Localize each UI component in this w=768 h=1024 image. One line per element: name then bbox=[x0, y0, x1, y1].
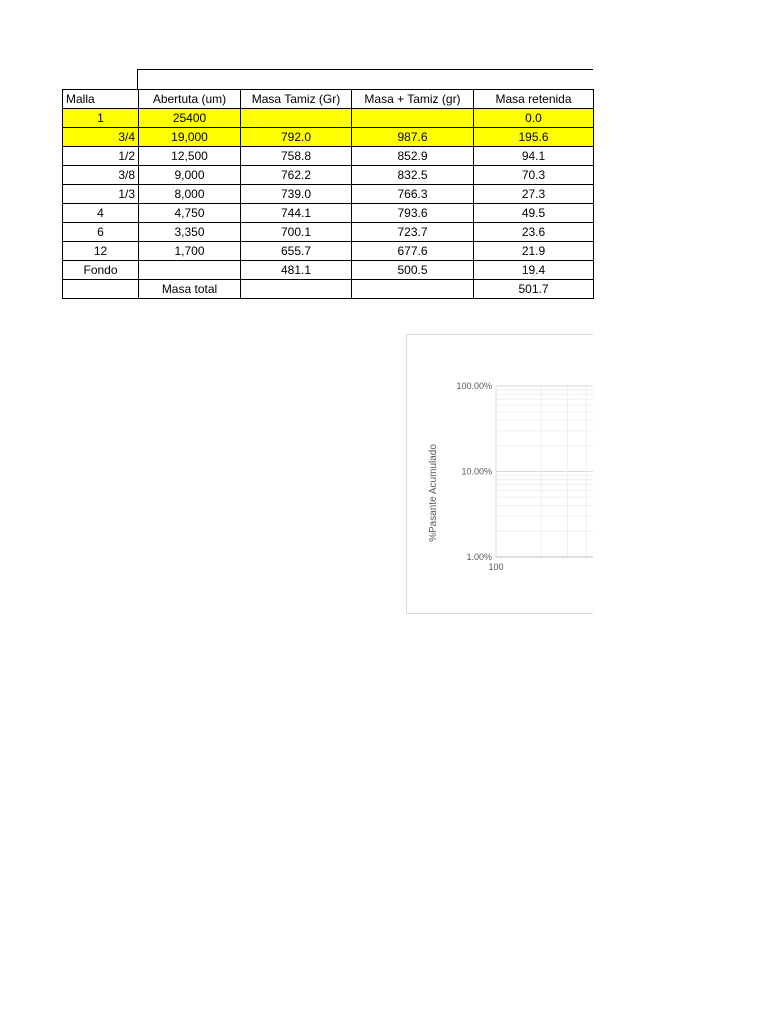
cell-masa-tamiz[interactable]: 655.7 bbox=[241, 242, 352, 261]
cell-masa-mas-tamiz[interactable]: 987.6 bbox=[352, 128, 474, 147]
cell-masa-retenida[interactable]: 195.6 bbox=[474, 128, 594, 147]
cell-abertura[interactable]: 25400 bbox=[139, 109, 241, 128]
cell-masa-tamiz[interactable]: 758.8 bbox=[241, 147, 352, 166]
cell-malla[interactable]: Fondo bbox=[63, 261, 139, 280]
merged-header-cell bbox=[137, 69, 593, 89]
chart-gridlines bbox=[496, 386, 593, 557]
table-row bbox=[63, 261, 594, 280]
cell-masa-mas-tamiz[interactable]: 793.6 bbox=[352, 204, 474, 223]
cell-empty[interactable] bbox=[241, 280, 352, 299]
cell-masa-retenida[interactable]: 19.4 bbox=[474, 261, 594, 280]
header-masa-mas-tamiz[interactable]: Masa + Tamiz (gr) bbox=[352, 90, 474, 109]
granulometry-chart[interactable] bbox=[406, 334, 593, 614]
cell-masa-retenida[interactable]: 94.1 bbox=[474, 147, 594, 166]
cell-masa-retenida[interactable]: 27.3 bbox=[474, 185, 594, 204]
cell-masa-mas-tamiz[interactable]: 852.9 bbox=[352, 147, 474, 166]
table-row bbox=[63, 166, 594, 185]
table-header-row bbox=[63, 90, 594, 109]
table-total-row bbox=[63, 280, 594, 299]
cell-empty[interactable] bbox=[63, 280, 139, 299]
header-malla[interactable]: Malla bbox=[63, 90, 139, 109]
cell-malla[interactable]: 1 bbox=[63, 109, 139, 128]
cell-masa-mas-tamiz[interactable] bbox=[352, 109, 474, 128]
cell-masa-retenida[interactable]: 70.3 bbox=[474, 166, 594, 185]
cell-abertura[interactable]: 3,350 bbox=[139, 223, 241, 242]
cell-abertura[interactable]: 19,000 bbox=[139, 128, 241, 147]
cell-abertura[interactable]: 12,500 bbox=[139, 147, 241, 166]
cell-abertura[interactable]: 8,000 bbox=[139, 185, 241, 204]
cell-abertura[interactable]: 9,000 bbox=[139, 166, 241, 185]
table-row bbox=[63, 147, 594, 166]
table-row bbox=[63, 242, 594, 261]
cell-malla[interactable]: 3/4 bbox=[63, 128, 139, 147]
x-tick-label: 100 bbox=[488, 562, 504, 572]
cell-masa-tamiz[interactable]: 739.0 bbox=[241, 185, 352, 204]
cell-masa-retenida[interactable]: 21.9 bbox=[474, 242, 594, 261]
cell-masa-mas-tamiz[interactable]: 766.3 bbox=[352, 185, 474, 204]
table-row bbox=[63, 204, 594, 223]
cell-abertura[interactable]: 1,700 bbox=[139, 242, 241, 261]
total-label[interactable]: Masa total bbox=[139, 280, 241, 299]
cell-masa-tamiz[interactable]: 792.0 bbox=[241, 128, 352, 147]
cell-malla[interactable]: 1/3 bbox=[63, 185, 139, 204]
y-tick-label: 100.00% bbox=[456, 381, 492, 391]
cell-abertura[interactable]: 4,750 bbox=[139, 204, 241, 223]
cell-empty[interactable] bbox=[352, 280, 474, 299]
cell-masa-mas-tamiz[interactable]: 500.5 bbox=[352, 261, 474, 280]
cell-malla[interactable]: 1/2 bbox=[63, 147, 139, 166]
y-axis-title: %Pasante Acumulado bbox=[428, 444, 439, 542]
chart-canvas bbox=[407, 335, 593, 614]
header-abertura[interactable]: Abertuta (um) bbox=[139, 90, 241, 109]
cell-masa-retenida[interactable]: 23.6 bbox=[474, 223, 594, 242]
cell-masa-tamiz[interactable]: 744.1 bbox=[241, 204, 352, 223]
cell-masa-mas-tamiz[interactable]: 677.6 bbox=[352, 242, 474, 261]
cell-malla[interactable]: 3/8 bbox=[63, 166, 139, 185]
cell-masa-mas-tamiz[interactable]: 723.7 bbox=[352, 223, 474, 242]
y-tick-label: 10.00% bbox=[461, 466, 492, 477]
header-masa-tamiz[interactable]: Masa Tamiz (Gr) bbox=[241, 90, 352, 109]
y-tick-label: 1.00% bbox=[466, 552, 492, 562]
cell-masa-retenida[interactable]: 0.0 bbox=[474, 109, 594, 128]
table-row bbox=[63, 223, 594, 242]
cell-masa-tamiz[interactable]: 762.2 bbox=[241, 166, 352, 185]
table-row bbox=[63, 128, 594, 147]
cell-masa-tamiz[interactable]: 700.1 bbox=[241, 223, 352, 242]
cell-masa-tamiz[interactable] bbox=[241, 109, 352, 128]
table-row bbox=[63, 109, 594, 128]
total-value[interactable]: 501.7 bbox=[474, 280, 594, 299]
cell-masa-tamiz[interactable]: 481.1 bbox=[241, 261, 352, 280]
cell-malla[interactable]: 6 bbox=[63, 223, 139, 242]
header-masa-retenida[interactable]: Masa retenida bbox=[474, 90, 594, 109]
table-row bbox=[63, 185, 594, 204]
cell-masa-mas-tamiz[interactable]: 832.5 bbox=[352, 166, 474, 185]
cell-malla[interactable]: 12 bbox=[63, 242, 139, 261]
cell-abertura[interactable] bbox=[139, 261, 241, 280]
cell-masa-retenida[interactable]: 49.5 bbox=[474, 204, 594, 223]
sieve-analysis-table bbox=[62, 89, 594, 299]
cell-malla[interactable]: 4 bbox=[63, 204, 139, 223]
